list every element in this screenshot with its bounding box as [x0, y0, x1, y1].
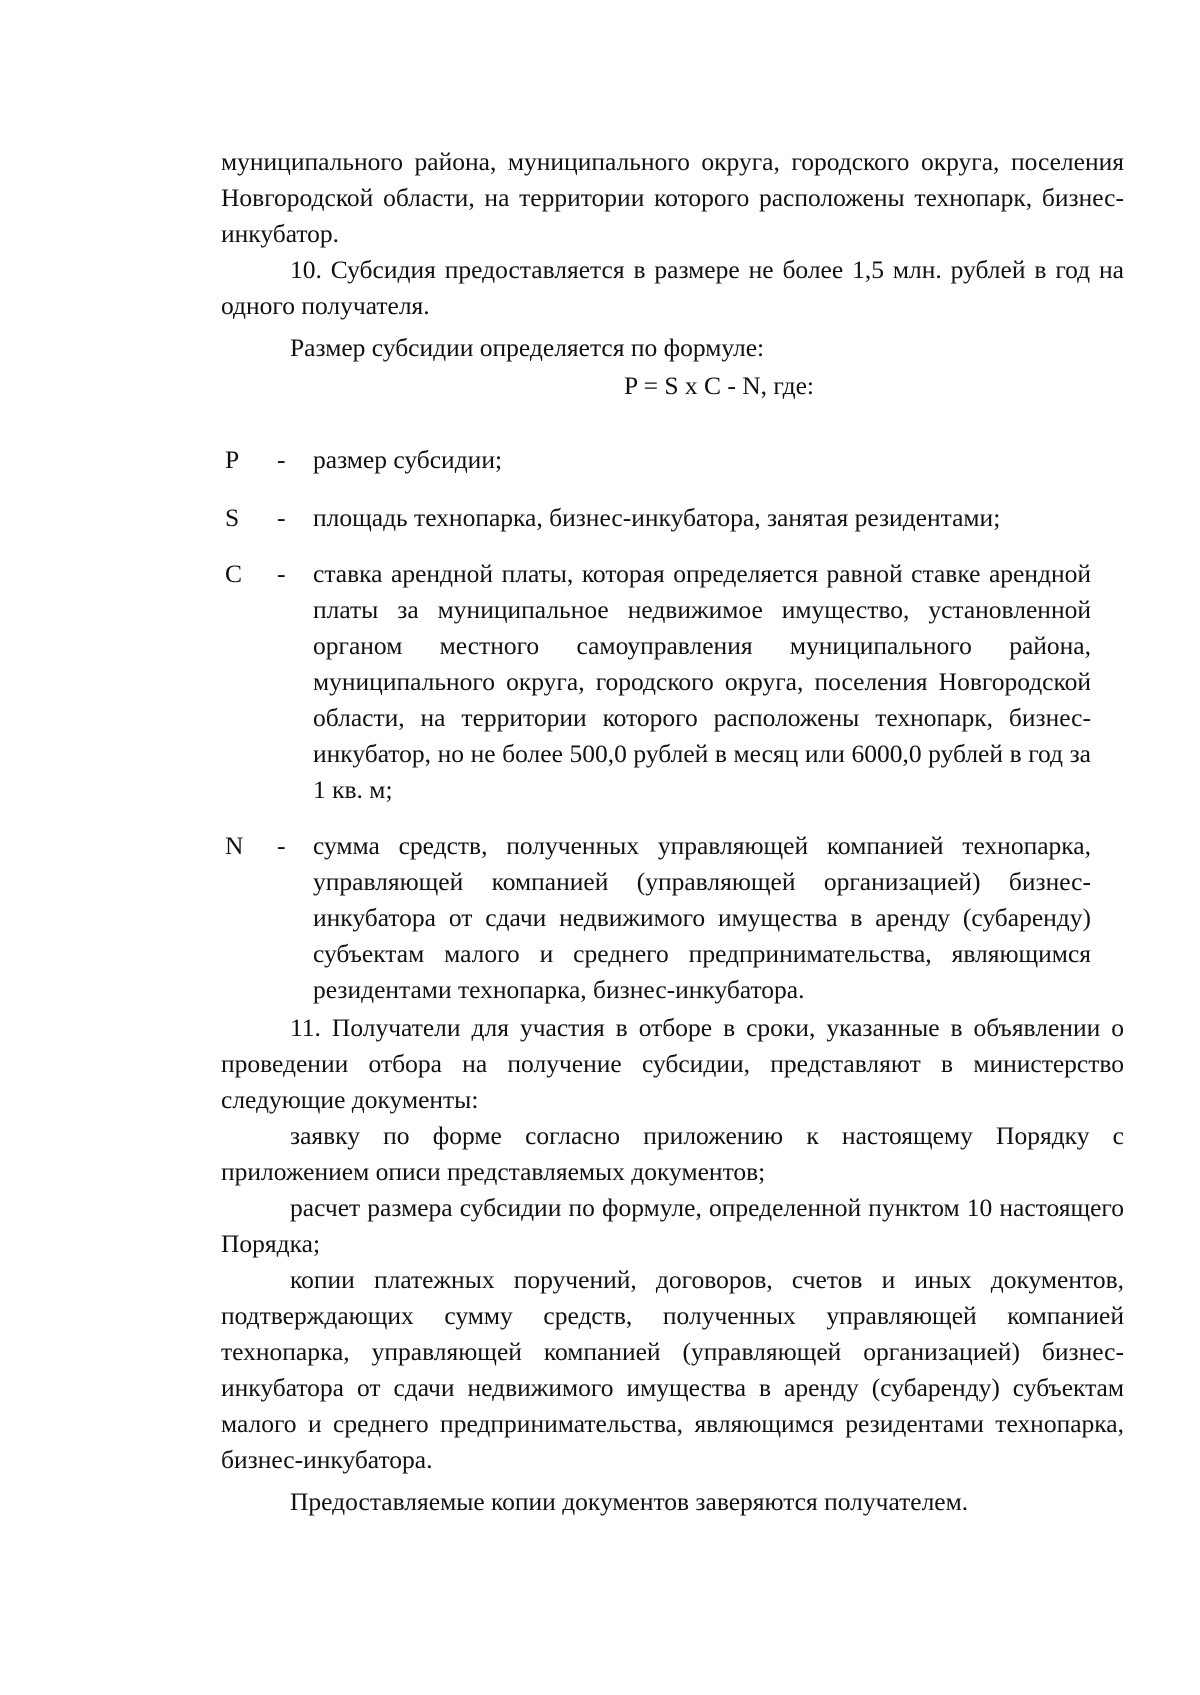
formula: P = S x C - N, где: — [623, 371, 814, 400]
definition-text: размер субсидии; — [313, 445, 503, 474]
paragraph-item-11: 11. Получатели для участия в отборе в сроки, указанные в объявлении о проведении отбора на получение субсидии, представляют в министерство следующие документы: — [221, 1013, 1124, 1114]
definition-dash: - — [277, 559, 286, 588]
definition-text: сумма средств, полученных управляющей компанией технопарка, управляющей компанией (управляющей организацией) бизнес-инкубатора от сдачи недвижимого имущества в аренду (субаренду) субъектам малого и среднего предпринимательства, являющимся резидентами технопарка, бизнес-инкубатора. — [313, 831, 1091, 1004]
definition-s — [221, 500, 1091, 536]
definition-c — [221, 556, 1091, 808]
definition-dash: - — [277, 831, 286, 860]
definition-n — [221, 828, 1091, 1008]
definition-symbol: S — [225, 503, 240, 532]
definition-text: ставка арендной платы, которая определяется равной ставке арендной платы за муниципальное недвижимое имущество, установленной органом местного самоуправления муниципального района, муниципального округа, городского округа, поселения Новгородской области, на территории которого расположены технопарк, бизнес-инкубатор, но не более 500,0 рублей в месяц или 6000,0 рублей в год за 1 кв. м; — [313, 559, 1091, 804]
paragraph-formula-intro: Размер субсидии определяется по формуле: — [290, 333, 765, 362]
definition-dash: - — [277, 445, 286, 474]
paragraph-application: заявку по форме согласно приложению к настоящему Порядку с приложением описи представляемых документов; — [221, 1121, 1124, 1186]
paragraph-calculation: расчет размера субсидии по формуле, определенной пунктом 10 настоящего Порядка; — [221, 1193, 1124, 1258]
paragraph-copies: копии платежных поручений, договоров, счетов и иных документов, подтверждающих сумму средств, полученных управляющей компанией технопарка, управляющей компанией (управляющей организацией) бизнес-инкубатора от сдачи недвижимого имущества в аренду (субаренду) субъектам малого и среднего предпринимательства, являющимся резидентами технопарка, бизнес-инкубатора. — [221, 1265, 1124, 1474]
definition-text: площадь технопарка, бизнес-инкубатора, занятая резидентами; — [313, 503, 1001, 532]
paragraph-continuation: муниципального района, муниципального округа, городского округа, поселения Новгородской области, на территории которого расположены технопарк, бизнес-инкубатор. — [221, 147, 1124, 248]
definition-symbol: C — [225, 559, 243, 588]
top-text-block — [221, 144, 1124, 366]
paragraph-certification: Предоставляемые копии документов заверяются получателем. — [290, 1487, 969, 1516]
definition-symbol: P — [225, 445, 240, 474]
paragraph-item-10: 10. Субсидия предоставляется в размере не более 1,5 млн. рублей в год на одного получателя. — [221, 255, 1124, 320]
definition-symbol: N — [225, 831, 244, 860]
definition-p — [221, 442, 1091, 478]
bottom-text-block — [221, 1010, 1124, 1520]
definition-dash: - — [277, 503, 286, 532]
